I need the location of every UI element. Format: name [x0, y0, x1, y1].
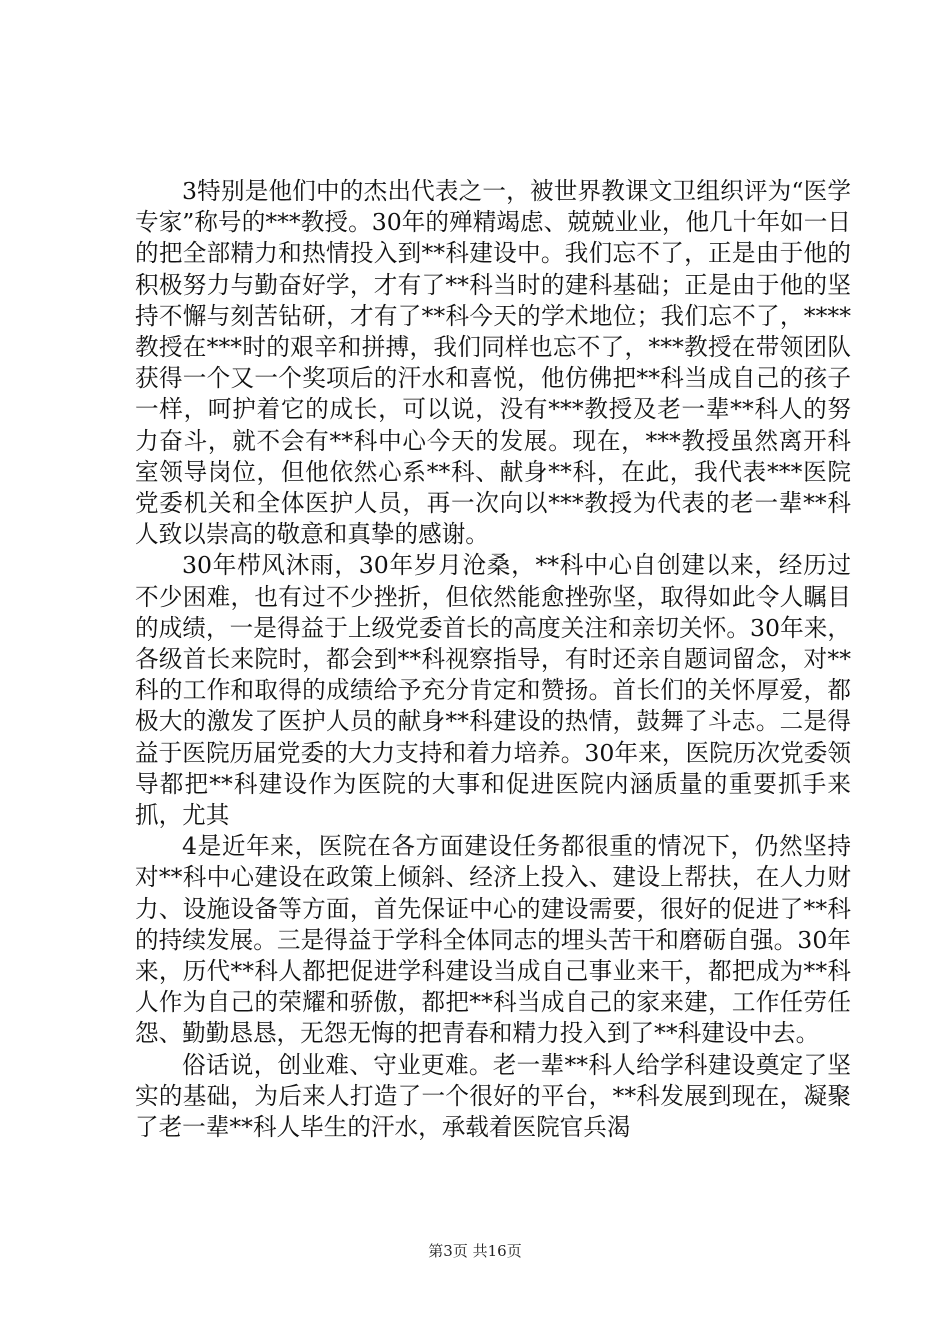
document-body — [135, 176, 851, 1143]
paragraph-4: 俗话说，创业难、守业更难。老一辈**科人给学科建设奠定了坚实的基础，为后来人打造了一个很好的平台，**科发展到现在，凝聚了老一辈**科人毕生的汗水，承载着医院官兵渴 — [135, 1050, 851, 1142]
paragraph-1: 3特别是他们中的杰出代表之一，被世界教课文卫组织评为“医学专家”称号的***教授。30年的殚精竭虑、兢兢业业，他几十年如一日的把全部精力和热情投入到**科建设中。我们忘不了，正是由于他的积极努力与勤奋好学，才有了**科当时的建科基础；正是由于他的坚持不懈与刻苦钻研，才有了**科今天的学术地位；我们忘不了，****教授在***时的艰辛和拼搏，我们同样也忘不了，***教授在带领团队获得一个又一个奖项后的汗水和喜悦，他仿佛把**科当成自己的孩子一样，呵护着它的成长，可以说，没有***教授及老一辈**科人的努力奋斗，就不会有**科中心今天的发展。现在，***教授虽然离开科室领导岗位，但他依然心系**科、献身**科，在此，我代表***医院党委机关和全体医护人员，再一次向以***教授为代表的老一辈**科人致以崇高的敬意和真挚的感谢。 — [135, 177, 851, 549]
page-footer: 第3页 共16页 — [428, 1242, 522, 1260]
paragraph-2: 30年栉风沐雨，30年岁月沧桑，**科中心自创建以来，经历过不少困难，也有过不少挫折，但依然能愈挫弥坚，取得如此令人瞩目的成绩，一是得益于上级党委首长的高度关注和亲切关怀。30年来，各级首长来院时，都会到**科视察指导，有时还亲自题词留念，对**科的工作和取得的成绩给予充分肯定和赞扬。首长们的关怀厚爱，都极大的激发了医护人员的献身**科建设的热情，鼓舞了斗志。二是得益于医院历届党委的大力支持和着力培养。30年来，医院历次党委领导都把**科建设作为医院的大事和促进医院内涵质量的重要抓手来抓，尤其 — [135, 551, 851, 830]
paragraph-3: 4是近年来，医院在各方面建设任务都很重的情况下，仍然坚持对**科中心建设在政策上倾斜、经济上投入、建设上帮扶，在人力财力、设施设备等方面，首先保证中心的建设需要，很好的促进了**科的持续发展。三是得益于学科全体同志的埋头苦干和磨砺自强。30年来，历代**科人都把促进学科建设当成自己事业来干，都把成为**科人作为自己的荣耀和骄傲，都把**科当成自己的家来建，工作任劳任怨、勤勤恳恳，无怨无悔的把青春和精力投入到了**科建设中去。 — [135, 832, 851, 1048]
